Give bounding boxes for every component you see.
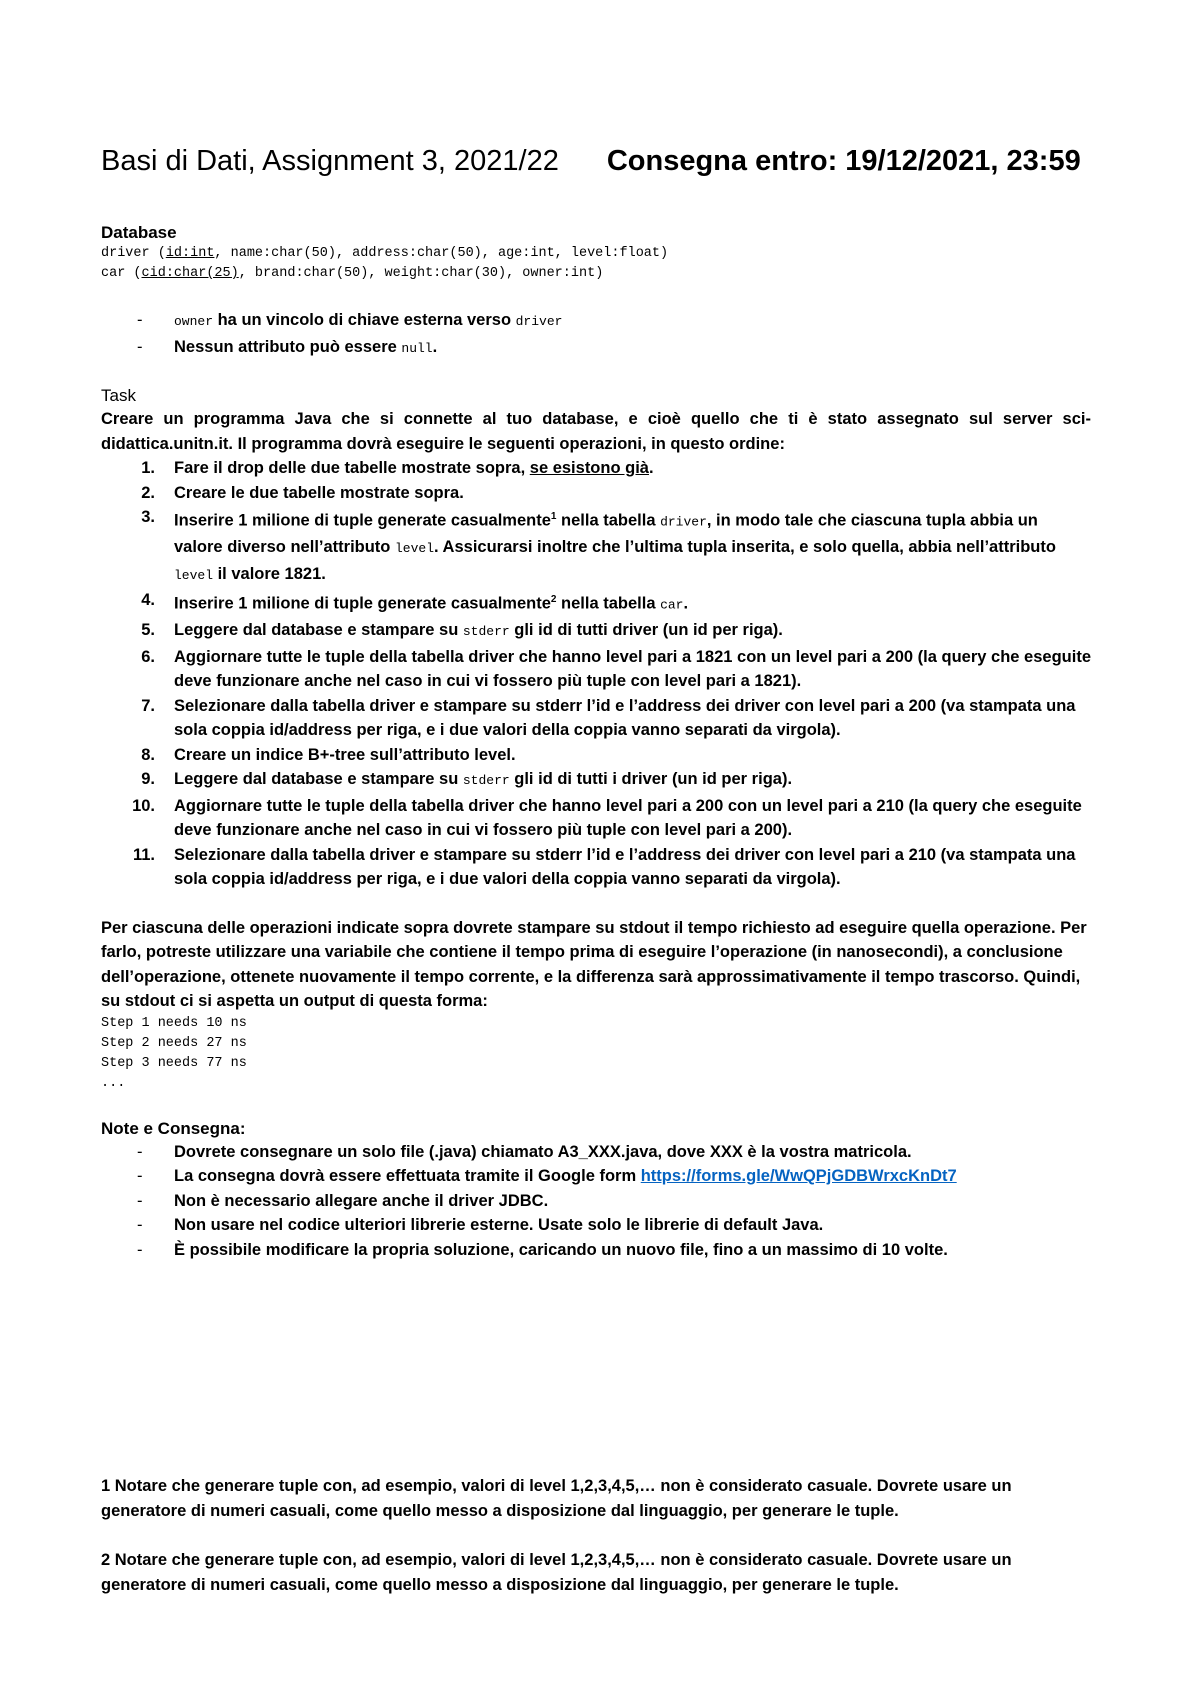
step-number: 10. xyxy=(132,796,155,815)
step-text: Aggiornare tutte le tuple della tabella driver che hanno level pari a 1821 con un level pari a 200 (la query che eseguite deve funzionare anche nel caso in cui vi fossero più tuple con level pari a 1821). xyxy=(174,647,1091,690)
step-item xyxy=(101,618,1091,645)
step-text: Leggere dal database e stampare su xyxy=(174,770,463,788)
note-text: Dovrete consegnare un solo file (.java) chiamato A3_XXX.java, dove XXX è la vostra matricola. xyxy=(174,1142,912,1161)
step-text: Creare un indice B+-tree sull’attributo level. xyxy=(174,745,516,764)
step-text: nella tabella xyxy=(556,511,661,530)
code-driver: driver xyxy=(515,314,563,329)
list-item xyxy=(101,1213,1091,1238)
code-driver: driver xyxy=(660,514,707,530)
step-number: 2. xyxy=(141,483,155,502)
step-text: gli id di tutti i driver (un id per riga). xyxy=(509,770,793,788)
step-text: Leggere dal database e stampare su xyxy=(174,621,463,639)
step-text: . Assicurarsi inoltre che l’ultima tupla inserita, e solo quella, abbia nell’attributo xyxy=(434,538,1056,556)
step-item xyxy=(101,694,1091,743)
step-number: 3. xyxy=(141,508,155,526)
footnote-ref: 2 xyxy=(550,594,557,605)
step-text: Selezionare dalla tabella driver e stampare su stderr l’id e l’address dei driver con level pari a 200 (va stampata una sola coppia id/address per riga, e i due valori della coppia vanno separati da virgola). xyxy=(174,696,1076,739)
driver-schema xyxy=(101,244,1091,264)
step-text: Selezionare dalla tabella driver e stampare su stderr l’id e l’address dei driver con level pari a 210 (va stampata una sola coppia id/address per riga, e i due valori della coppia vanno separati da virgola). xyxy=(174,845,1076,888)
code-null: null xyxy=(401,340,433,356)
constraint-text: ha un vincolo di chiave esterna verso xyxy=(213,311,516,329)
footnote-1: 1 Notare che generare tuple con, ad esempio, valori di level 1,2,3,4,5,… non è considerato casuale. Dovrete usare un generatore di numeri casuali, come quello messo a disposizione dal linguaggio, per generare le tuple. xyxy=(101,1477,1012,1520)
step-number: 9. xyxy=(141,770,155,788)
note-text: La consegna dovrà essere effettuata tramite il Google form xyxy=(174,1167,641,1185)
google-form-link[interactable]: https://forms.gle/WwQPjGDBWrxcKnDt7 xyxy=(640,1167,957,1185)
car-prefix: car ( xyxy=(101,266,142,281)
code-stderr: stderr xyxy=(462,624,510,639)
car-schema xyxy=(101,264,1091,284)
step-text: gli id di tutti driver (un id per riga). xyxy=(509,621,783,639)
step-number: 1. xyxy=(141,459,155,477)
step-text: Inserire 1 milione di tuple generate casualmente xyxy=(174,594,551,613)
code-owner: owner xyxy=(174,314,214,329)
car-key: cid:char(25) xyxy=(141,266,239,281)
task-heading: Task xyxy=(101,386,136,405)
code-level: level xyxy=(174,567,214,583)
output-line: Step 2 needs 27 ns xyxy=(101,1035,247,1051)
step-item xyxy=(101,588,1091,618)
constraint-text-end: . xyxy=(432,337,438,356)
list-item xyxy=(101,1164,1091,1189)
footnote-ref: 1 xyxy=(550,511,557,522)
list-item xyxy=(101,1238,1091,1263)
note-text: È possibile modificare la propria soluzione, caricando un nuovo file, fino a un massimo di 10 volte. xyxy=(174,1240,948,1259)
step-item xyxy=(101,645,1091,694)
driver-prefix: driver ( xyxy=(101,246,166,261)
timing-paragraph: Per ciascuna delle operazioni indicate sopra dovrete stampare su stdout il tempo richiesto ad eseguire quella operazione. Per farlo, potreste utilizzare una variabile che contiene il tempo prima di eseguire l’operazione (in nanosecondi), a conclusione dell’operazione, ottenete nuovamente il tempo corrente, e la differenza sarà approssimativamente il tempo trascorso. Quindi, su stdout ci si aspetta un output di questa forma: xyxy=(101,918,1087,1010)
step-item xyxy=(101,794,1091,843)
constraints-list xyxy=(101,308,1091,361)
step-text: Aggiornare tutte le tuple della tabella driver che hanno level pari a 200 con un level pari a 210 (la query che eseguite deve funzionare anche nel caso in cui vi fossero più tuple con level pari a 200). xyxy=(174,796,1082,839)
output-line: Step 1 needs 10 ns xyxy=(101,1015,247,1031)
step-text-end: . xyxy=(648,459,654,477)
code-car: car xyxy=(660,597,684,613)
document-title: Basi di Dati, Assignment 3, 2021/22 xyxy=(101,145,559,177)
step-text: Fare il drop delle due tabelle mostrate sopra, xyxy=(174,459,530,477)
step-item xyxy=(101,456,1091,481)
step-item xyxy=(101,843,1091,892)
step-number: 8. xyxy=(141,745,155,764)
step-number: 7. xyxy=(141,696,155,715)
step-text: Creare le due tabelle mostrate sopra. xyxy=(174,483,464,502)
task-steps xyxy=(101,456,1091,892)
step-item xyxy=(101,767,1091,794)
title-row xyxy=(101,145,1091,178)
code-stderr: stderr xyxy=(462,773,510,788)
document-page xyxy=(101,145,1091,1598)
step-text: il valore 1821. xyxy=(213,564,326,583)
code-level: level xyxy=(394,541,434,556)
note-text: Non è necessario allegare anche il driver JDBC. xyxy=(174,1191,549,1210)
driver-key: id:int xyxy=(165,246,215,261)
footnote-2: 2 Notare che generare tuple con, ad esempio, valori di level 1,2,3,4,5,… non è considerato casuale. Dovrete usare un generatore di numeri casuali, come quello messo a disposizione dal linguaggio, per generare le tuple. xyxy=(101,1551,1012,1594)
list-item xyxy=(101,1189,1091,1214)
step-number: 6. xyxy=(141,647,155,666)
step-text: nella tabella xyxy=(556,594,661,613)
constraint-text: Nessun attributo può essere xyxy=(174,337,402,356)
task-intro: Creare un programma Java che si connette al tuo database, e cioè quello che ti è stato assegnato sul server sci-didattica.unitn.it. Il programma dovrà eseguire le seguenti operazioni, in questo ordine: xyxy=(101,410,1091,453)
step-item xyxy=(101,481,1091,506)
step-underlined: se esistono già xyxy=(529,459,649,477)
output-line: Step 3 needs 77 ns xyxy=(101,1055,247,1071)
notes-list xyxy=(101,1140,1091,1263)
step-text-end: . xyxy=(683,594,689,613)
list-item xyxy=(101,308,1091,335)
deadline: Consegna entro: 19/12/2021, 23:59 xyxy=(606,145,1081,177)
driver-rest: , name:char(50), address:char(50), age:int, level:float) xyxy=(214,246,669,261)
list-item xyxy=(101,1140,1091,1165)
step-text: Inserire 1 milione di tuple generate casualmente xyxy=(174,511,551,530)
note-text: Non usare nel codice ulteriori librerie esterne. Usate solo le librerie di default Java. xyxy=(174,1216,824,1234)
step-number: 11. xyxy=(132,845,155,864)
notes-heading: Note e Consegna: xyxy=(101,1118,246,1138)
database-heading: Database xyxy=(101,223,177,242)
step-number: 4. xyxy=(141,591,155,609)
step-item xyxy=(101,505,1091,588)
step-item xyxy=(101,743,1091,768)
list-item xyxy=(101,335,1091,362)
output-line: ... xyxy=(101,1075,126,1091)
sample-output xyxy=(101,1014,1091,1094)
step-number: 5. xyxy=(141,621,155,639)
car-rest: , brand:char(50), weight:char(30), owner:int) xyxy=(238,266,604,281)
step-text: , in modo tale che ciascuna tupla abbia un valore diverso nell’attributo xyxy=(174,511,1038,556)
